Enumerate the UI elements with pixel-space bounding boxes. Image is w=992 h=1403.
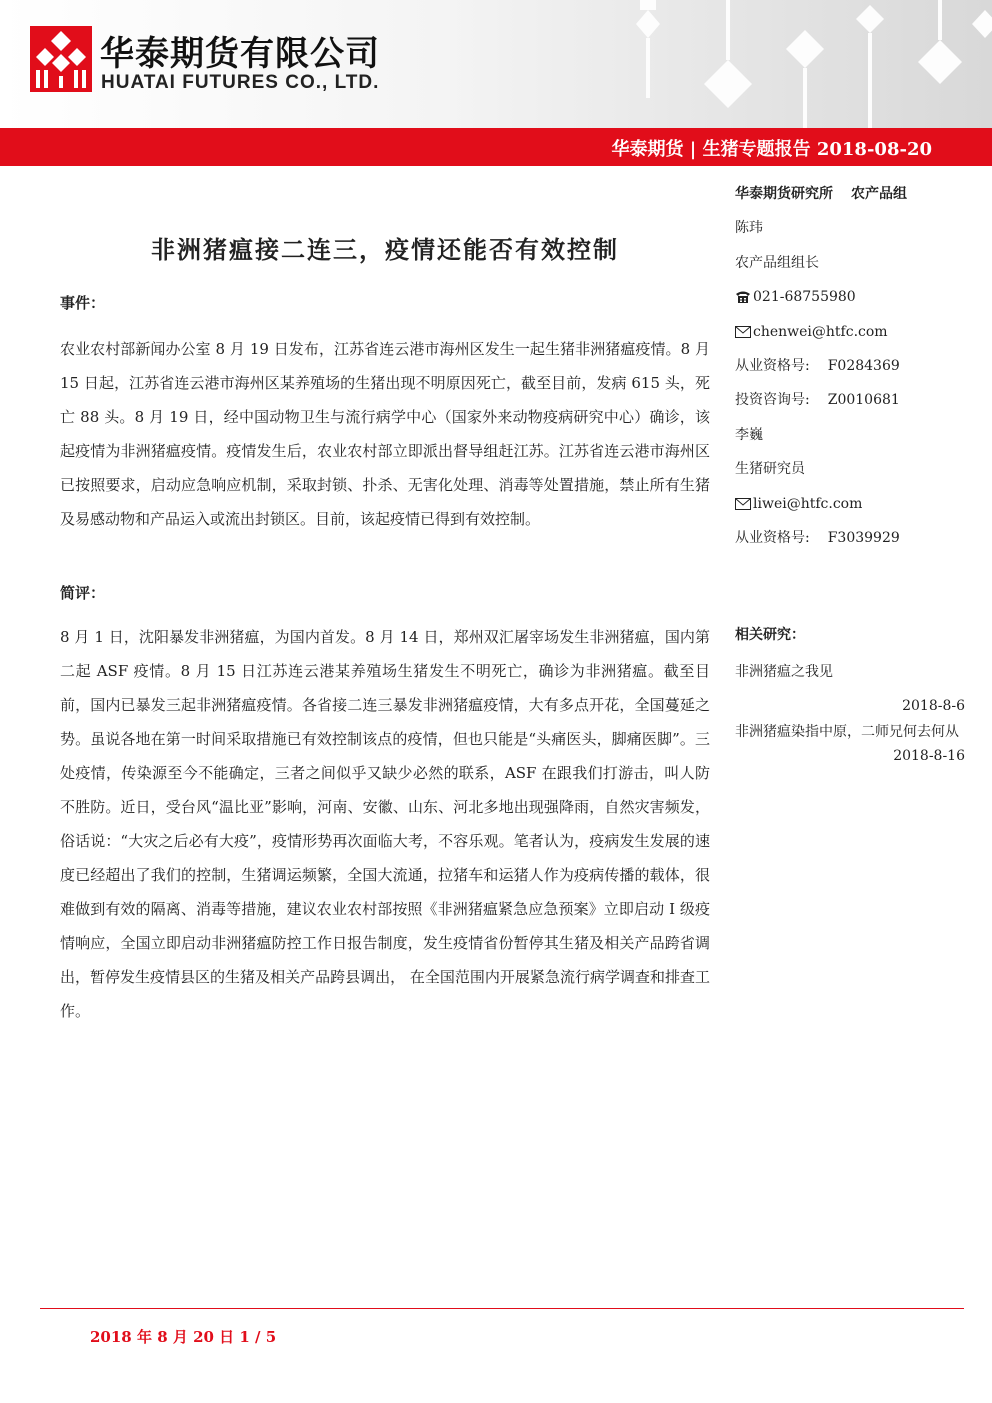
footer-page-info: 2018 年 8 月 20 日 1 / 5 — [90, 1328, 277, 1346]
related-heading: 相关研究： — [735, 627, 805, 643]
event-body: 农业农村部新闻办公室 8 月 19 日发布，江苏省连云港市海州区发生一起生猪非洲猪瘟疫情。8 月 15 日起，江苏省连云港市海州区某养殖场的生猪出现不明原因死亡，截至目前，发病 615 头，死亡 88 头。8 月 19 日，经中国动物卫生与流行病学中心（国家外来动物疫病研究中心）确诊，该起疫情为非洲猪瘟疫情。疫情发生后，农业农村部立即派出督导组赶江苏。江苏省连云港市海州区已按照要求，启动应急响应机制，采取封锁、扑杀、无害化处理、消毒等处置措施，禁止所有生猪及易感动物和产品运入或流出封锁区。目前，该起疫情已得到有效控制。 — [60, 340, 710, 528]
institute-name: 华泰期货研究所 — [735, 186, 833, 202]
company-name-en: HUATAI FUTURES CO., LTD. — [101, 72, 380, 93]
author1-email[interactable]: chenwei@htfc.com — [753, 323, 888, 340]
author2-license-line — [735, 526, 975, 560]
author2-email[interactable]: liwei@htfc.com — [753, 495, 863, 512]
report-banner — [0, 128, 992, 166]
author1-license-label: 从业资格号: — [735, 357, 810, 374]
author1-license-line — [735, 354, 975, 388]
related-item-title[interactable]: 非洲猪瘟之我见 — [735, 664, 833, 680]
footer-divider — [40, 1308, 964, 1309]
comment-body: 8 月 1 日，沈阳暴发非洲猪瘟，为国内首发。8 月 14 日，郑州双汇屠宰场发生非洲猪瘟，国内第二起 ASF 疫情。8 月 15 日江苏连云港某养殖场生猪发生不明死亡，确诊为非洲猪瘟。截至目前，国内已暴发三起非洲猪瘟疫情。各省接二连三暴发非洲猪瘟疫情，大有多点开花，全国蔓延之势。虽说各地在第一时间采取措施已有效控制该点的疫情，但也只能是“头痛医头，脚痛医脚”。三处疫情，传染源至今不能确定，三者之间似乎又缺少必然的联系，ASF 在跟我们打游击，叫人防不胜防。近日，受台风“温比亚”影响，河南、安徽、山东、河北多地出现强降雨，自然灾害频发，俗话说：“大灾之后必有大疫”，疫情形势再次面临大考，不容乐观。笔者认为，疫病发生发展的速度已经超出了我们的控制，生猪调运频繁，全国大流通，拉猪车和运猪人作为疫病传播的载体，很难做到有效的隔离、消毒等措施，建议农业农村部按照《非洲猪瘟紧急应急预案》立即启动 I 级疫情响应，全国立即启动非洲猪瘟防控工作日报告制度，发生疫情省份暂停其生猪及相关产品跨省调出，暂停发生疫情县区的生猪及相关产品跨县调出， 在全国范围内开展紧急流行病学调查和排查工作。 — [60, 628, 710, 1020]
author2-role: 生猪研究员 — [735, 461, 805, 478]
author2-email-line — [735, 492, 975, 526]
comment-heading: 简评： — [60, 584, 106, 602]
author1-consult-label: 投资咨询号: — [735, 392, 810, 409]
author2-license-label: 从业资格号: — [735, 529, 810, 546]
author1-license: F0284369 — [827, 357, 900, 374]
author1-name: 陈玮 — [735, 220, 763, 237]
related-research — [735, 624, 975, 770]
author1-phone: 021-68755980 — [753, 289, 856, 306]
author-sidebar — [735, 182, 975, 560]
report-line: 华泰期货 | 生猪专题报告 2018-08-20 — [611, 139, 932, 160]
institute-line — [735, 182, 975, 216]
related-item-date: 2018-8-16 — [893, 748, 965, 764]
event-heading: 事件： — [60, 294, 106, 312]
company-name-cn: 华泰期货有限公司 — [100, 34, 380, 74]
page-title: 非洲猪瘟接二连三，疫情还能否有效控制 — [151, 235, 619, 264]
author1-email-line — [735, 320, 975, 354]
related-item-title[interactable]: 非洲猪瘟染指中原，二师兄何去何从 — [735, 724, 959, 740]
group-name: 农产品组 — [851, 186, 907, 202]
envelope-icon — [735, 498, 751, 510]
huatai-logo-icon — [30, 26, 92, 92]
author1-consult-line — [735, 388, 975, 422]
page-header — [0, 0, 992, 128]
author1-consult: Z0010681 — [827, 392, 900, 409]
author2-name: 李巍 — [735, 426, 763, 443]
envelope-icon — [735, 326, 751, 338]
header-decoration — [600, 0, 992, 128]
author1-phone-line — [735, 285, 975, 319]
telephone-icon — [735, 290, 751, 304]
author1-role: 农产品组组长 — [735, 254, 819, 271]
related-item-date: 2018-8-6 — [902, 698, 965, 714]
author2-license: F3039929 — [827, 529, 900, 546]
